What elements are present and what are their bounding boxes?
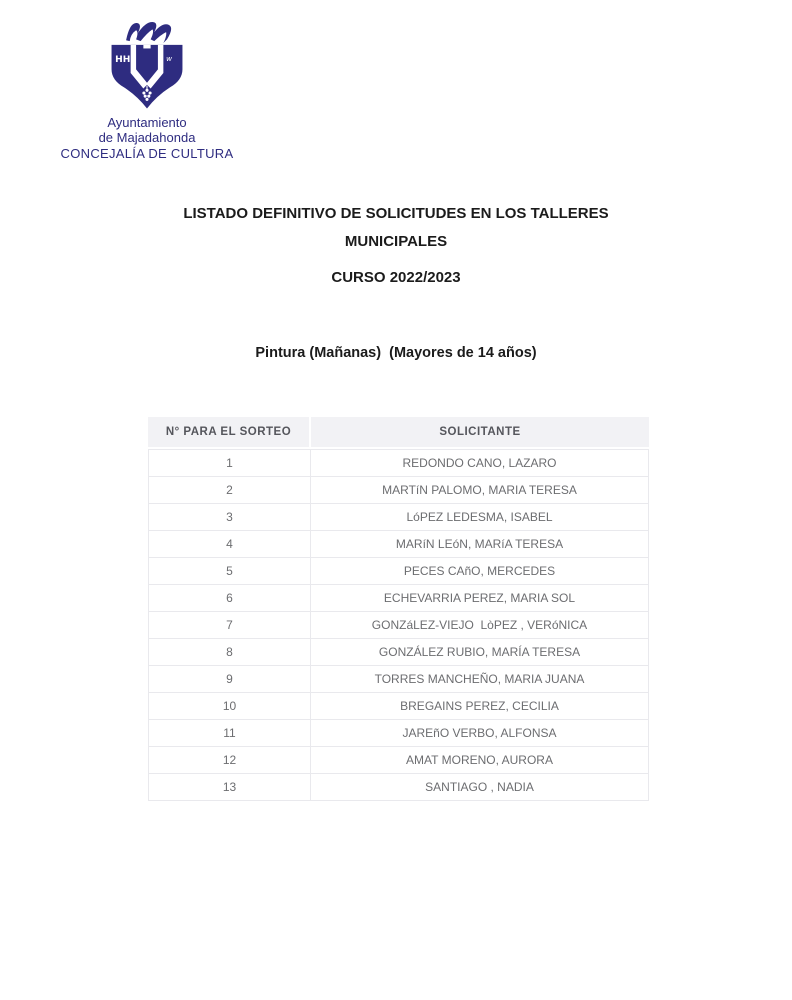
cell-name: MARTíN PALOMO, MARIA TERESA <box>311 477 649 504</box>
table-row <box>148 531 649 558</box>
cell-name: TORRES MANCHEÑO, MARIA JUANA <box>311 666 649 693</box>
cell-number: 10 <box>148 693 311 720</box>
cell-name: MARíN LEóN, MARíA TERESA <box>311 531 649 558</box>
department-name: CONCEJALÍA DE CULTURA <box>60 146 234 161</box>
cell-name: SANTIAGO , NADIA <box>311 774 649 801</box>
table-row <box>148 558 649 585</box>
cell-name: GONZÁLEZ RUBIO, MARÍA TERESA <box>311 639 649 666</box>
cell-number: 7 <box>148 612 311 639</box>
table-row <box>148 666 649 693</box>
cell-name: ECHEVARRIA PEREZ, MARIA SOL <box>311 585 649 612</box>
cell-number: 5 <box>148 558 311 585</box>
cell-number: 12 <box>148 747 311 774</box>
table-row <box>148 585 649 612</box>
org-name-line2: de Majadahonda <box>98 129 196 145</box>
cell-number: 3 <box>148 504 311 531</box>
cell-number: 11 <box>148 720 311 747</box>
municipal-emblem-icon <box>106 13 188 113</box>
cell-name: PECES CAñO, MERCEDES <box>311 558 649 585</box>
doc-title-line1: LISTADO DEFINITIVO DE SOLICITUDES EN LOS TALLERES <box>183 205 609 222</box>
table-row <box>148 612 649 639</box>
doc-title-line2: MUNICIPALES <box>344 233 448 250</box>
svg-text:w: w <box>166 54 173 64</box>
emblem-m-flourish <box>126 22 171 43</box>
logo-block <box>47 13 247 161</box>
table-row <box>148 639 649 666</box>
cell-name: REDONDO CANO, LAZARO <box>311 449 649 477</box>
header-cell-number: N° PARA EL SORTEO <box>148 417 311 449</box>
cell-number: 1 <box>148 449 311 477</box>
table-row <box>148 477 649 504</box>
svg-text:HH: HH <box>115 55 131 66</box>
cell-name: BREGAINS PEREZ, CECILIA <box>311 693 649 720</box>
table-row <box>148 504 649 531</box>
table-row <box>148 449 649 477</box>
cell-number: 13 <box>148 774 311 801</box>
cell-number: 9 <box>148 666 311 693</box>
table-body <box>148 449 649 801</box>
org-name-line1: Ayuntamiento <box>107 115 187 130</box>
applicants-table <box>148 417 649 801</box>
table-header-row <box>148 417 649 449</box>
cell-name: JAREñO VERBO, ALFONSA <box>311 720 649 747</box>
table-row <box>148 747 649 774</box>
cell-name: AMAT MORENO, AURORA <box>311 747 649 774</box>
cell-number: 4 <box>148 531 311 558</box>
cell-number: 2 <box>148 477 311 504</box>
cell-name: GONZáLEZ-VIEJO LòPEZ , VERóNICA <box>311 612 649 639</box>
table-row <box>148 693 649 720</box>
table-row <box>148 774 649 801</box>
table-row <box>148 720 649 747</box>
cell-name: LóPEZ LEDESMA, ISABEL <box>311 504 649 531</box>
cell-number: 8 <box>148 639 311 666</box>
workshop-title: Pintura (Mañanas) (Mayores de 14 años) <box>255 345 537 361</box>
cell-number: 6 <box>148 585 311 612</box>
header-cell-name: SOLICITANTE <box>311 417 649 449</box>
course-title: CURSO 2022/2023 <box>331 269 461 286</box>
